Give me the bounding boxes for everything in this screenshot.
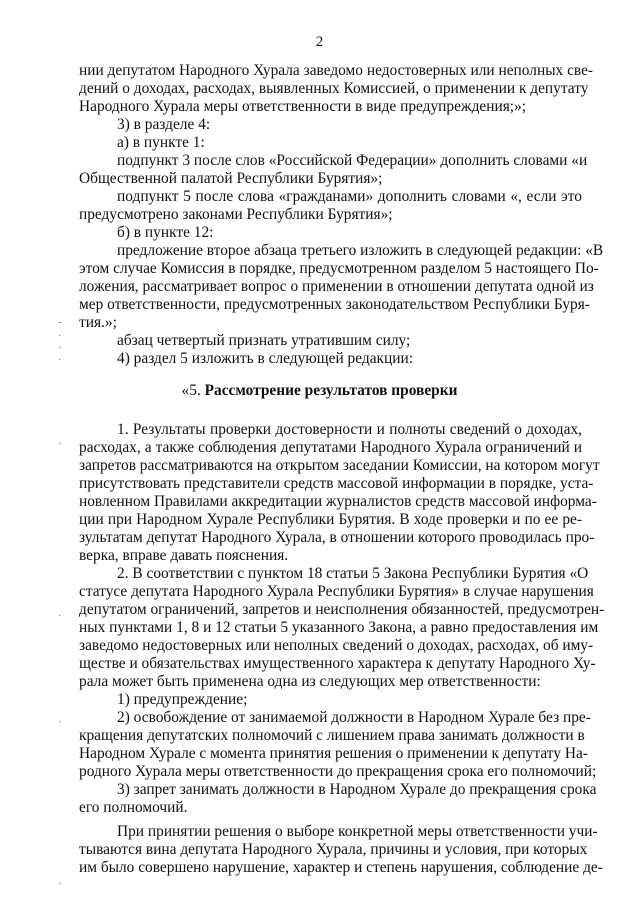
scan-mark: · <box>58 355 62 366</box>
text-line: Общественной палатой Республики Бурятия»; <box>79 170 383 187</box>
scan-mark: · <box>58 879 62 890</box>
text-line: ществе и обязательствах имущественного характера к депутату Народного Ху- <box>79 655 596 672</box>
text-line: 3) запрет занимать должности в Народном Хурале до прекращения срока <box>117 781 597 798</box>
text-line: его полномочий. <box>79 799 188 816</box>
text-line: ции при Народном Хурале Республики Бурятия. В ходе проверки и по ее ре- <box>79 511 582 528</box>
text-line: статусе депутата Народного Хурала Республики Бурятия» в случае нарушения <box>79 583 594 600</box>
text-line: Народного Хурала меры ответственности в виде предупреждения;»; <box>79 98 527 115</box>
section-heading <box>0 382 639 400</box>
text-line: новленном Правилами аккредитации журналистов средств массовой информа- <box>79 493 597 510</box>
text-line: Народном Хурале с момента принятия решения о применении к депутату На- <box>79 745 588 762</box>
text-line: верка, вправе давать пояснения. <box>79 547 289 564</box>
text-line: нии депутатом Народного Хурала заведомо недостоверных или неполных све- <box>79 62 594 79</box>
text-line: тываются вина депутата Народного Хурала, причины и условия, при которых <box>79 841 588 858</box>
heading-title: Рассмотрение результатов проверки <box>204 382 458 399</box>
text-line: б) в пункте 12: <box>117 224 214 241</box>
text-line: зультатам депутат Народного Хурала, в отношении которого проводилась про- <box>79 529 595 546</box>
text-line: тия.»; <box>79 314 117 331</box>
text-line: им было совершено нарушение, характер и степень нарушения, соблюдение де- <box>79 859 603 876</box>
text-line: кращения депутатских полномочий с лишением права занимать должности в <box>79 727 585 744</box>
scan-mark: · <box>58 331 62 342</box>
scan-mark: · <box>58 439 62 450</box>
text-line: подпункт 3 после слов «Российской Федерации» дополнить словами «и <box>117 152 588 169</box>
text-line: запретов рассматриваются на открытом заседании Комиссии, на котором могут <box>79 457 600 474</box>
text-line: 2. В соответствии с пунктом 18 статьи 5 Закона Республики Бурятия «О <box>117 565 589 582</box>
text-line: депутатом ограничений, запретов и неисполнения обязанностей, предусмотрен- <box>79 601 605 618</box>
text-line: присутствовать представители средств массовой информации в порядке, уста- <box>79 475 594 492</box>
text-line: рала может быть применена одна из следующих мер ответственности: <box>79 673 541 690</box>
heading-prefix: «5. <box>181 382 205 399</box>
text-line: 4) раздел 5 изложить в следующей редакции: <box>117 350 413 367</box>
text-line: абзац четвертый признать утратившим силу; <box>117 332 411 349</box>
text-line: подпункт 5 после слова «гражданами» дополнить словами «, если это <box>117 188 582 205</box>
text-line: а) в пункте 1: <box>117 134 205 151</box>
text-line: 1) предупреждение; <box>117 691 248 708</box>
scan-mark: · <box>58 611 62 622</box>
text-line: этом случае Комиссия в порядке, предусмотренном разделом 5 настоящего По- <box>79 260 599 277</box>
text-line: При принятии решения о выборе конкретной меры ответственности учи- <box>117 823 598 840</box>
text-line: ложения, рассматривает вопрос о применении в отношении депутата одной из <box>79 278 594 295</box>
text-line: предложение второе абзаца третьего изложить в следующей редакции: «В <box>117 242 604 259</box>
text-line: 3) в разделе 4: <box>117 116 211 133</box>
text-line: расходах, а также соблюдения депутатами Народного Хурала ограничений и <box>79 439 582 456</box>
text-line: ных пунктами 1, 8 и 12 статьи 5 указанного Закона, а равно предоставления им <box>79 619 599 636</box>
scan-mark: - <box>58 317 62 328</box>
scan-mark: · <box>58 717 62 728</box>
text-line: 1. Результаты проверки достоверности и полноты сведений о доходах, <box>117 421 582 438</box>
scan-mark: · <box>58 343 62 354</box>
text-line: 2) освобождение от занимаемой должности в Народном Хурале без пре- <box>117 709 591 726</box>
page-number: 2 <box>315 34 324 50</box>
text-line: мер ответственности, предусмотренных законодательством Республики Буря- <box>79 296 590 313</box>
text-line: дений о доходах, расходах, выявленных Комиссией, о применении к депутату <box>79 80 589 97</box>
text-line: заведомо недостоверных или неполных сведений о доходах, расходах, об иму- <box>79 637 594 654</box>
text-line: родного Хурала меры ответственности до прекращения срока его полномочий; <box>79 763 597 780</box>
text-line: предусмотрено законами Республики Бурятия»; <box>79 206 393 223</box>
